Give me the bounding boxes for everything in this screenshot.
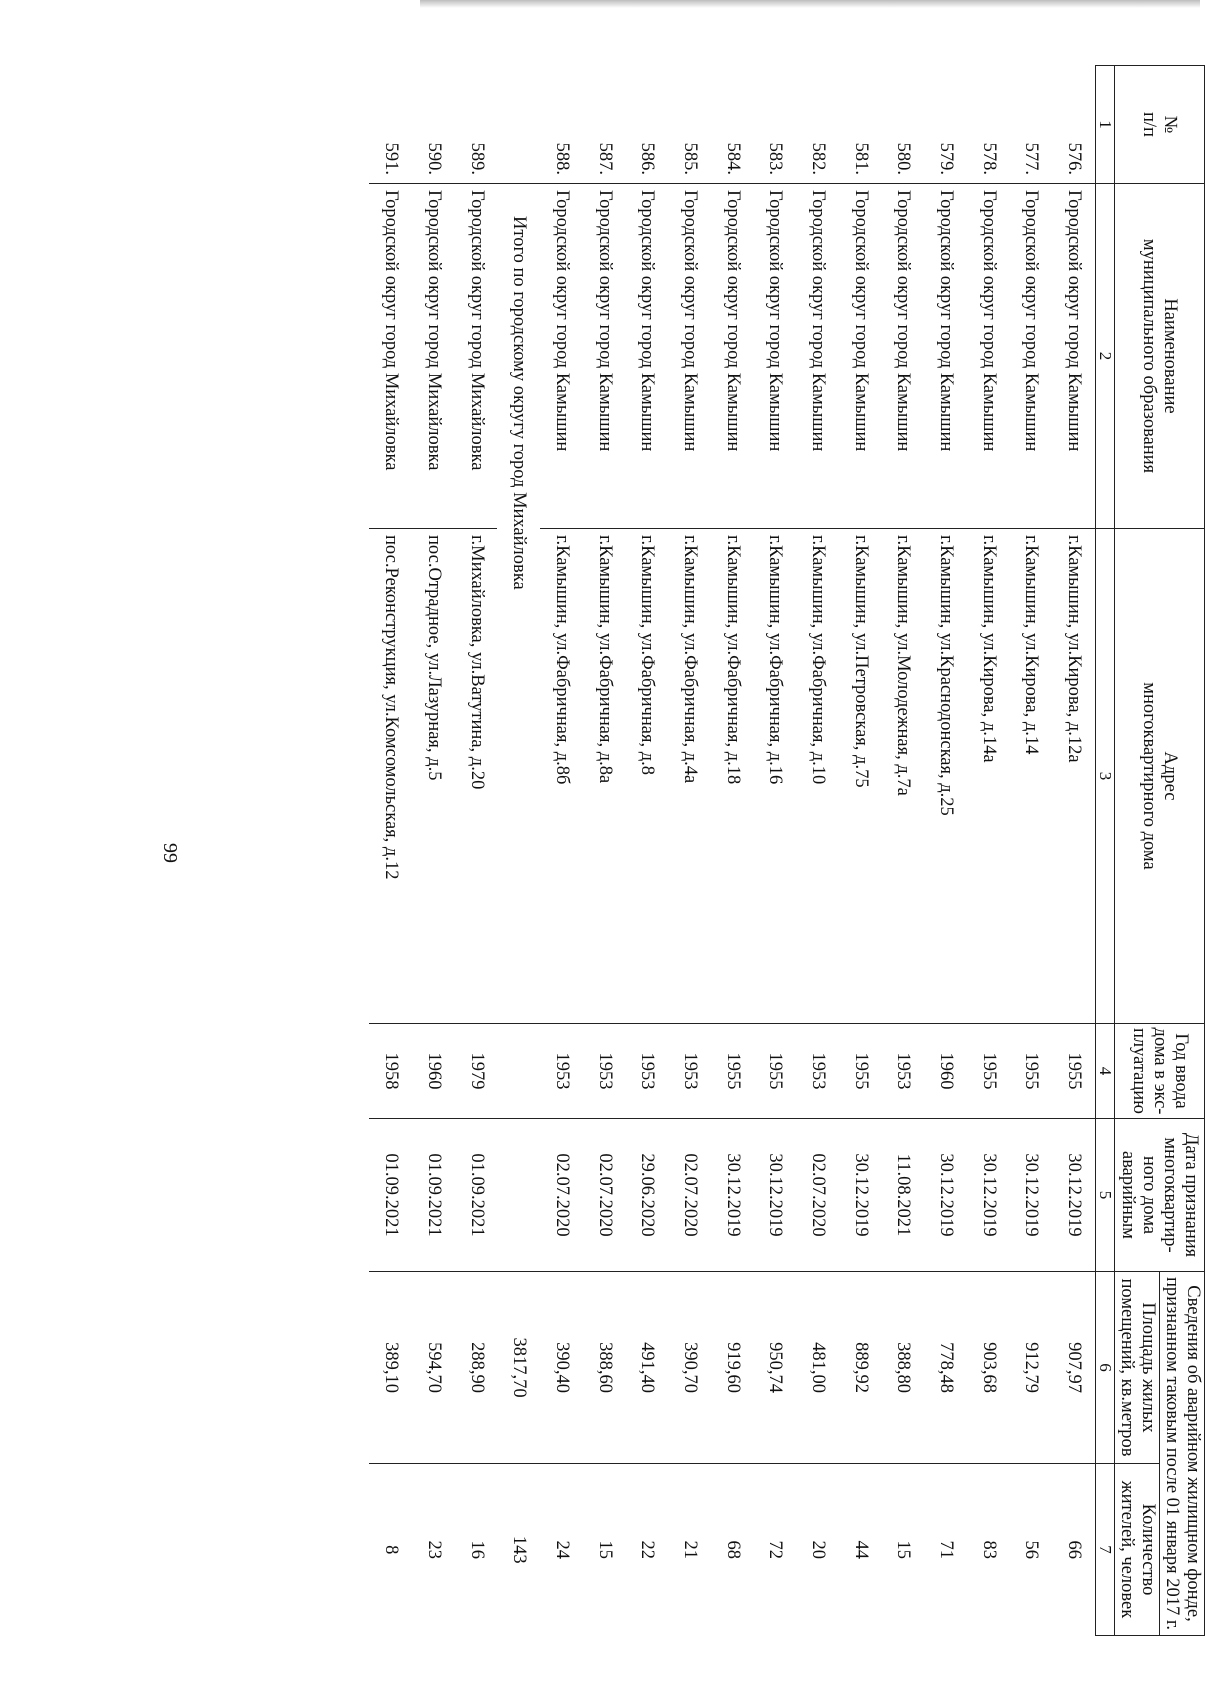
cell-number: 581. (850, 142, 871, 175)
cell-year: 1955 (1052, 1024, 1095, 1119)
cell-date: 29.06.2020 (625, 1119, 668, 1272)
cell-year: 1958 (369, 1024, 412, 1119)
cell-municipality: Городской округ город Камышин (882, 184, 925, 529)
cell-address: г.Камышин, ул.Кирова, д.14а (967, 529, 1010, 1024)
emergency-housing-table (369, 65, 1205, 1636)
cell-year: 1953 (668, 1024, 711, 1119)
table-row (369, 66, 412, 1636)
cell-year: 1955 (711, 1024, 754, 1119)
column-number: 5 (1096, 1119, 1115, 1272)
cell-date: 30.12.2019 (924, 1119, 967, 1272)
cell-municipality: Городской округ город Камышин (625, 184, 668, 529)
cell-address: г.Камышин, ул.Фабричная, д.18 (711, 529, 754, 1024)
scan-edge-shadow (420, 0, 1200, 8)
cell-area: 950,74 (754, 1272, 797, 1464)
cell-date: 02.07.2020 (668, 1119, 711, 1272)
cell-residents: 15 (882, 1464, 925, 1636)
cell-residents: 23 (412, 1464, 455, 1636)
cell-address: г.Михайловка, ул.Ватутина, д.20 (455, 529, 498, 1024)
cell-area: 388,80 (882, 1272, 925, 1464)
header-number: № п/п (1115, 66, 1205, 184)
cell-date: 01.09.2021 (412, 1119, 455, 1272)
table-row (412, 66, 455, 1636)
cell-residents: 72 (754, 1464, 797, 1636)
cell-residents: 8 (369, 1464, 412, 1636)
cell-number: 587. (594, 142, 615, 175)
cell-area: 903,68 (967, 1272, 1010, 1464)
cell-number: 585. (679, 142, 700, 175)
cell-number: 579. (936, 142, 957, 175)
cell-number: 583. (765, 142, 786, 175)
cell-municipality: Городской округ город Михайловка (455, 184, 498, 529)
cell-address: г.Камышин, ул.Молодежная, д.7а (882, 529, 925, 1024)
cell-residents: 24 (540, 1464, 583, 1636)
cell-address: г.Камышин, ул.Краснодонская, д.25 (924, 529, 967, 1024)
cell-area: 288,90 (455, 1272, 498, 1464)
table-row (711, 66, 754, 1636)
cell-number: 591. (381, 142, 402, 175)
cell-date: 30.12.2019 (839, 1119, 882, 1272)
cell-residents: 44 (839, 1464, 882, 1636)
cell-residents: 143 (497, 1464, 540, 1636)
cell-municipality: Городской округ город Камышин (668, 184, 711, 529)
column-number: 3 (1096, 529, 1115, 1024)
header-municipality: Наименование муниципального образования (1115, 184, 1205, 529)
cell-area: 3817,70 (497, 1272, 540, 1464)
cell-date: 30.12.2019 (1010, 1119, 1053, 1272)
cell-area: 390,40 (540, 1272, 583, 1464)
cell-year: 1953 (540, 1024, 583, 1119)
cell-date: 11.08.2021 (882, 1119, 925, 1272)
cell-residents: 16 (455, 1464, 498, 1636)
cell-address: г.Камышин, ул.Фабричная, д.8а (583, 529, 626, 1024)
cell-municipality: Городской округ город Камышин (839, 184, 882, 529)
cell-date (497, 1119, 540, 1272)
cell-area: 889,92 (839, 1272, 882, 1464)
cell-address: пос.Реконструкция, ул.Комсомольская, д.12 (369, 529, 412, 1024)
cell-residents: 15 (583, 1464, 626, 1636)
cell-year: 1955 (839, 1024, 882, 1119)
header-area: Площадь жилых помещений, кв.метров (1115, 1272, 1160, 1464)
cell-address: г.Камышин, ул.Кирова, д.12а (1052, 529, 1095, 1024)
cell-residents: 71 (924, 1464, 967, 1636)
column-number: 7 (1096, 1464, 1115, 1636)
cell-area: 919,60 (711, 1272, 754, 1464)
cell-date: 30.12.2019 (711, 1119, 754, 1272)
cell-area: 491,40 (625, 1272, 668, 1464)
cell-area: 388,60 (583, 1272, 626, 1464)
cell-municipality: Городской округ город Михайловка (412, 184, 455, 529)
cell-municipality: Городской округ город Камышин (796, 184, 839, 529)
cell-date: 01.09.2021 (455, 1119, 498, 1272)
cell-municipality: Городской округ город Камышин (540, 184, 583, 529)
cell-number: 584. (722, 142, 743, 175)
cell-address: г.Камышин, ул.Фабричная, д.16 (754, 529, 797, 1024)
cell-number: 577. (1021, 142, 1042, 175)
cell-municipality: Городской округ город Михайловка (369, 184, 412, 529)
header-year: Год ввода дома в экс- плуатацию (1115, 1024, 1205, 1119)
table-row (455, 66, 498, 1636)
cell-municipality: Городской округ город Камышин (711, 184, 754, 529)
cell-date: 30.12.2019 (967, 1119, 1010, 1272)
cell-area: 594,70 (412, 1272, 455, 1464)
cell-number: 589. (466, 142, 487, 175)
cell-area: 481,00 (796, 1272, 839, 1464)
cell-date: 02.07.2020 (583, 1119, 626, 1272)
cell-date: 30.12.2019 (1052, 1119, 1095, 1272)
cell-municipality: Городской округ город Камышин (1010, 184, 1053, 529)
column-number: 2 (1096, 184, 1115, 529)
cell-year: 1979 (455, 1024, 498, 1119)
cell-residents: 56 (1010, 1464, 1053, 1636)
cell-address: г.Камышин, ул.Фабричная, д.10 (796, 529, 839, 1024)
cell-residents: 22 (625, 1464, 668, 1636)
table-row (625, 66, 668, 1636)
column-number: 6 (1096, 1272, 1115, 1464)
cell-date: 30.12.2019 (754, 1119, 797, 1272)
cell-address: г.Камышин, ул.Фабричная, д.8 (625, 529, 668, 1024)
cell-address: г.Камышин, ул.Кирова, д.14 (1010, 529, 1053, 1024)
page-number: 99 (159, 843, 181, 863)
cell-number: 582. (808, 142, 829, 175)
table-row (796, 66, 839, 1636)
table-row (882, 66, 925, 1636)
cell-number: 576. (1052, 66, 1095, 184)
cell-address: г.Камышин, ул.Петровская, д.75 (839, 529, 882, 1024)
cell-municipality: Городской округ город Камышин (754, 184, 797, 529)
table-header (1096, 66, 1205, 1636)
cell-year: 1953 (796, 1024, 839, 1119)
cell-residents: 83 (967, 1464, 1010, 1636)
cell-municipality: Городской округ город Камышин (967, 184, 1010, 529)
cell-residents: 21 (668, 1464, 711, 1636)
cell-address: г.Камышин, ул.Фабричная, д.4а (668, 529, 711, 1024)
header-residents: Количество жителей, человек (1115, 1464, 1160, 1636)
column-number: 4 (1096, 1024, 1115, 1119)
table-row (1010, 66, 1053, 1636)
cell-year: 1955 (1010, 1024, 1053, 1119)
table-row (924, 66, 967, 1636)
table-row (967, 66, 1010, 1636)
cell-area: 907,97 (1052, 1272, 1095, 1464)
cell-number (497, 66, 540, 184)
cell-year: 1960 (924, 1024, 967, 1119)
cell-area: 912,79 (1010, 1272, 1053, 1464)
cell-year: 1953 (882, 1024, 925, 1119)
cell-date: 01.09.2021 (369, 1119, 412, 1272)
header-date: Дата признания многоквартир- ного дома аварийным (1115, 1119, 1205, 1272)
cell-municipality: Городской округ город Камышин (924, 184, 967, 529)
summary-label: Итого по городскому округу город Михайловка (497, 184, 540, 1024)
cell-number: 580. (893, 142, 914, 175)
cell-number: 586. (637, 142, 658, 175)
cell-year: 1960 (412, 1024, 455, 1119)
cell-address: г.Камышин, ул.Фабричная, д.8б (540, 529, 583, 1024)
cell-area: 390,70 (668, 1272, 711, 1464)
cell-number: 578. (978, 142, 999, 175)
cell-date: 02.07.2020 (796, 1119, 839, 1272)
table-row (540, 66, 583, 1636)
cell-residents: 66 (1052, 1464, 1095, 1636)
cell-residents: 20 (796, 1464, 839, 1636)
cell-year: 1953 (583, 1024, 626, 1119)
cell-municipality: Городской округ город Камышин (1052, 184, 1095, 529)
cell-area: 778,48 (924, 1272, 967, 1464)
cell-number: 590. (423, 142, 444, 175)
header-address: Адрес многоквартирного дома (1115, 529, 1205, 1024)
cell-year: 1955 (967, 1024, 1010, 1119)
cell-residents: 68 (711, 1464, 754, 1636)
table-row (839, 66, 882, 1636)
cell-municipality: Городской округ город Камышин (583, 184, 626, 529)
header-group: Сведения об аварийном жилищном фонде, признанном таковым после 01 января 2017 г. (1160, 1272, 1205, 1636)
table-row (668, 66, 711, 1636)
cell-year: 1955 (754, 1024, 797, 1119)
cell-number: 588. (551, 142, 572, 175)
table-row (583, 66, 626, 1636)
cell-year: 1953 (625, 1024, 668, 1119)
column-number: 1 (1096, 66, 1115, 184)
cell-area: 389,10 (369, 1272, 412, 1464)
summary-row (497, 66, 540, 1636)
cell-year (497, 1024, 540, 1119)
cell-address: пос.Отрадное, ул.Лазурная, д.5 (412, 529, 455, 1024)
table-body (369, 66, 1095, 1636)
table-row (1052, 66, 1095, 1636)
rotated-table-container (175, 65, 1205, 1635)
cell-date: 02.07.2020 (540, 1119, 583, 1272)
table-row (754, 66, 797, 1636)
